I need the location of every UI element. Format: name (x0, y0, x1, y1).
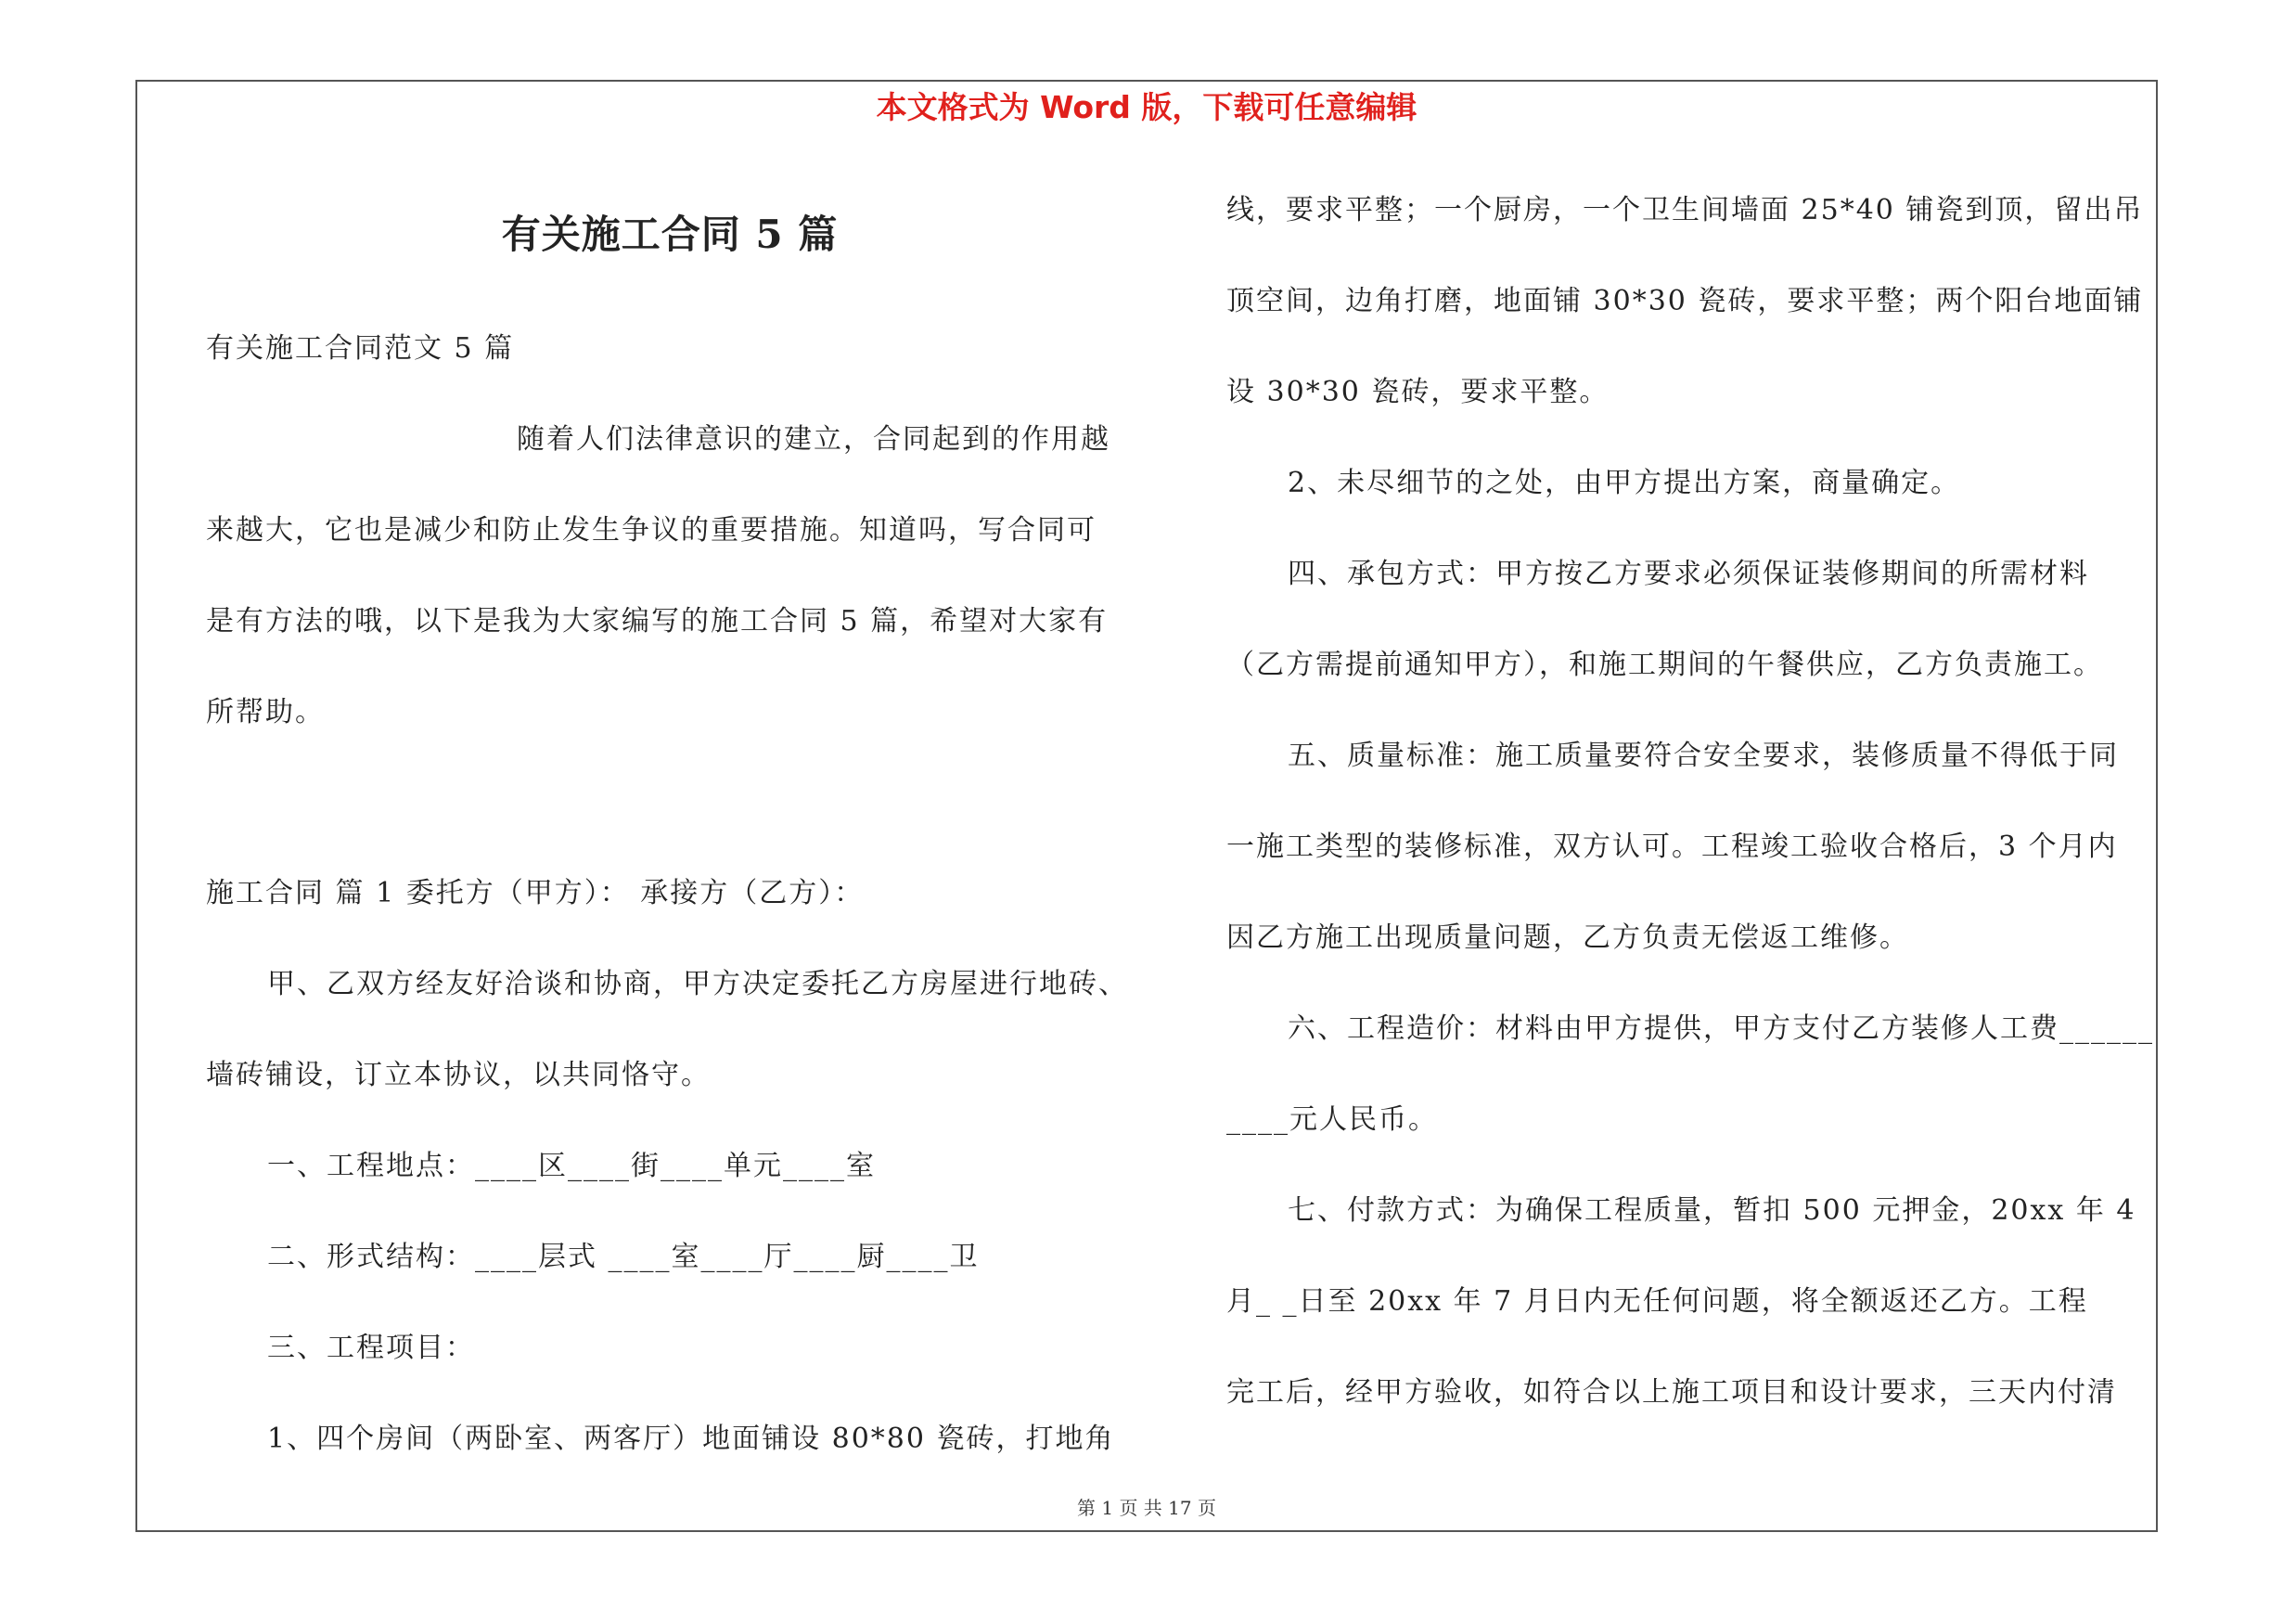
paragraph-line: 来越大，它也是减少和防止发生争议的重要措施。知道吗，写合同可 (206, 514, 1097, 547)
clause-line: 三、工程项目： (267, 1332, 475, 1364)
clause-line: 六、工程造价：材料由甲方提供，甲方支付乙方装修人工费______ (1288, 1012, 2154, 1045)
clause-line: 二、形式结构：____层式 ____室____厅____厨____卫 (267, 1241, 980, 1273)
clause-line: 一、工程地点：____区____街____单元____室 (267, 1150, 876, 1182)
paragraph-line: 一施工类型的装修标准，双方认可。工程竣工验收合格后，3 个月内 (1226, 831, 2118, 863)
paragraph-line: 甲、乙双方经友好洽谈和协商，甲方决定委托乙方房屋进行地砖、 (267, 968, 1128, 1000)
subtitle-line: 有关施工合同范文 5 篇 (206, 332, 515, 365)
paragraph-line: 所帮助。 (206, 696, 325, 728)
paragraph-line: 设 30*30 瓷砖，要求平整。 (1226, 376, 1610, 408)
paragraph-line: 随着人们法律意识的建立，合同起到的作用越 (517, 423, 1110, 456)
paragraph-line: 墙砖铺设，订立本协议，以共同恪守。 (206, 1059, 711, 1091)
paragraph-line: 顶空间，边角打磨，地面铺 30*30 瓷砖，要求平整；两个阳台地面铺 (1226, 285, 2144, 317)
clause-line: 四、承包方式：甲方按乙方要求必须保证装修期间的所需材料 (1288, 558, 2089, 590)
paragraph-line: 完工后，经甲方验收，如符合以上施工项目和设计要求，三天内付清 (1226, 1376, 2117, 1409)
paragraph-line: 是有方法的哦，以下是我为大家编写的施工合同 5 篇，希望对大家有 (206, 605, 1109, 638)
paragraph-line: 线，要求平整；一个厨房，一个卫生间墙面 25*40 铺瓷到顶，留出吊 (1226, 194, 2144, 226)
format-banner: 本文格式为 Word 版，下载可任意编辑 (876, 89, 1417, 125)
clause-line: 五、质量标准：施工质量要符合安全要求，装修质量不得低于同 (1288, 740, 2119, 772)
paragraph-line: ____元人民币。 (1226, 1103, 1438, 1136)
clause-line: 2、未尽细节的之处，由甲方提出方案，商量确定。 (1288, 467, 1961, 499)
paragraph-line: 月_ _日至 20xx 年 7 月日内无任何问题，将全额返还乙方。工程 (1226, 1285, 2088, 1318)
paragraph-line: 因乙方施工出现质量问题，乙方负责无偿返工维修。 (1226, 921, 1909, 954)
page-number: 第 1 页 共 17 页 (1077, 1497, 1216, 1519)
clause-line: 七、付款方式：为确保工程质量，暂扣 500 元押金，20xx 年 4 (1288, 1194, 2136, 1227)
clause-line: 1、四个房间（两卧室、两客厅）地面铺设 80*80 瓷砖，打地角 (267, 1423, 1115, 1455)
paragraph-line: （乙方需提前通知甲方），和施工期间的午餐供应，乙方负责施工。 (1226, 649, 2103, 681)
section-heading: 施工合同 篇 1 委托方（甲方）： 承接方（乙方）： (206, 877, 865, 909)
document-title: 有关施工合同 5 篇 (501, 212, 839, 257)
